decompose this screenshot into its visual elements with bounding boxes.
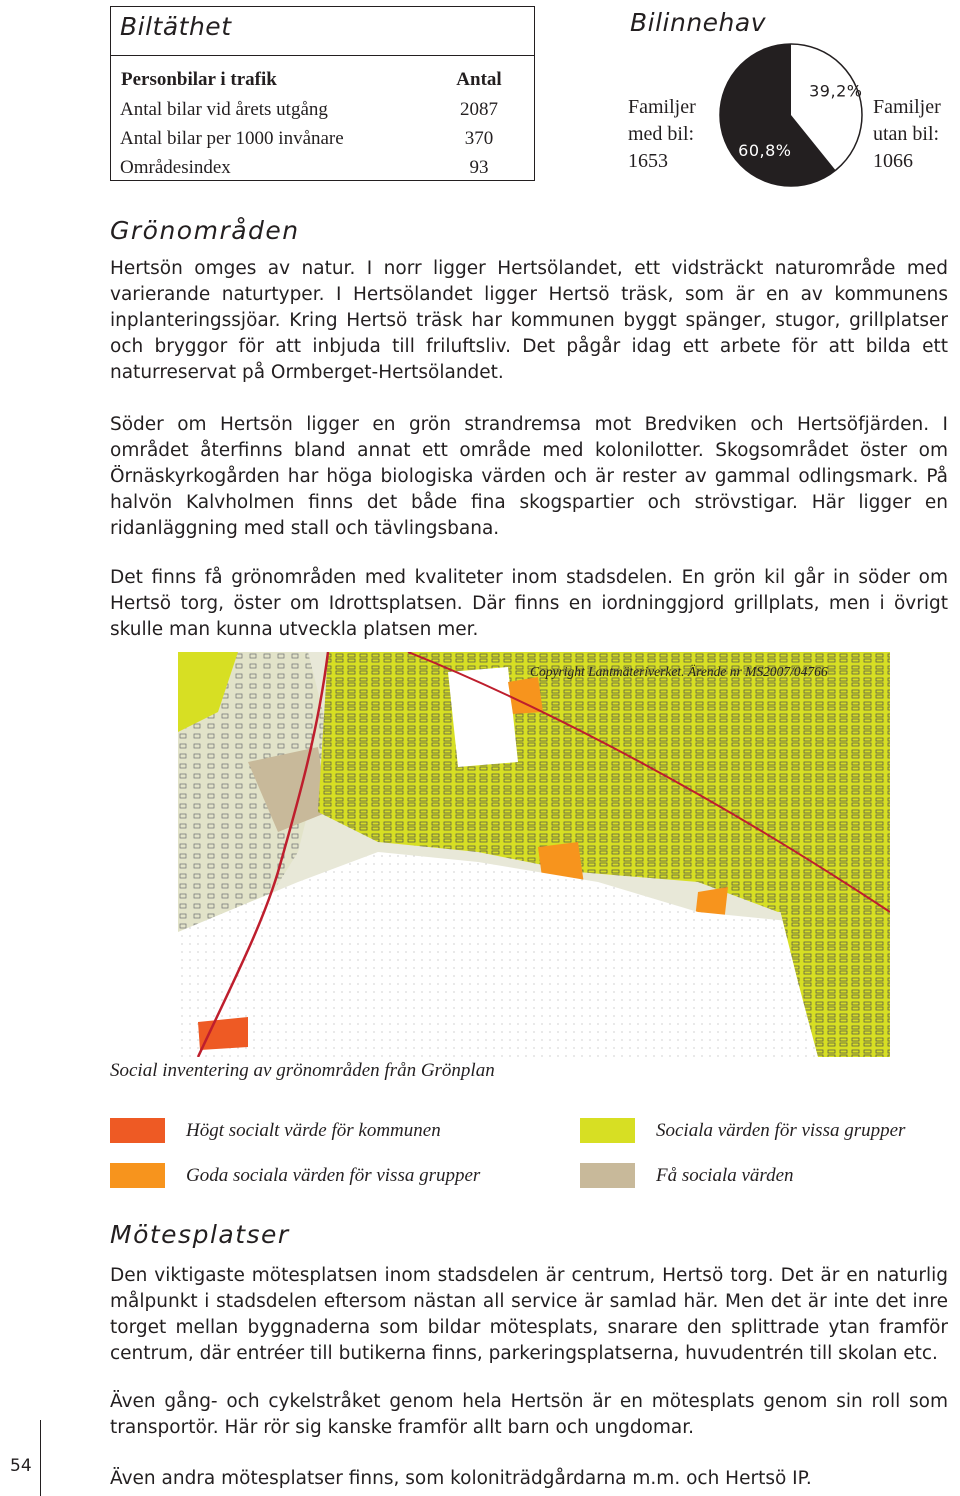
row-label: Områdesindex	[120, 156, 231, 178]
map-good-value-area	[508, 677, 543, 714]
map-high-value-area	[198, 1017, 248, 1050]
row-value: 370	[464, 127, 494, 149]
table-row	[120, 124, 525, 153]
biltathet-box	[110, 6, 535, 181]
row-value: 2087	[460, 98, 498, 120]
page-number: 54	[10, 1456, 32, 1476]
biltathet-title: Biltäthet	[111, 7, 534, 56]
label-line: Familjer	[628, 96, 696, 118]
motesplatser-paragraph-1: Den viktigaste mötesplatsen inom stadsdelen är centrum, Hertsö torg. Det är en naturlig målpunkt i stadsdelen eftersom nästan all service är samlad här. Men det är inte det inre torget mellan byggnaderna som bildar mötesplats, snarare den splittrade ytan framför centrum, där entréer till butikerna finns, parkeringsplatserna, huvudentrén till skolan etc.	[110, 1265, 948, 1364]
legend-swatch-good-value	[110, 1163, 165, 1188]
label-line: med bil:	[628, 123, 695, 145]
green-areas-map	[178, 652, 890, 1057]
legend-label-high-value: Högt socialt värde för kommunen	[186, 1120, 441, 1141]
gronomraden-paragraph-3: Det finns få grönområden med kvaliteter inom stadsdelen. En grön kil går in söder om Hertsö torg, öster om Idrottsplatsen. Där finns en iordninggjord grillplats, men i övrigt skulle man kunna utveckla platsen mer.	[110, 567, 948, 640]
motesplatser-paragraph-3: Även andra mötesplatser finns, som koloniträdgårdarna m.m. och Hertsö IP.	[110, 1468, 812, 1489]
row-label: Antal bilar per 1000 invånare	[120, 127, 344, 149]
row-value: 93	[469, 156, 489, 178]
column-header-value: Antal	[456, 69, 502, 90]
bilinnehav-pie-chart	[718, 42, 864, 188]
label-line: utan bil:	[873, 123, 940, 145]
biltathet-table	[120, 65, 525, 182]
legend-swatch-low-value	[580, 1163, 635, 1188]
page-number-tab	[0, 1420, 41, 1496]
gronomraden-paragraph-2: Söder om Hertsön ligger en grön strandremsa mot Bredviken och Hertsöfjärden. I området återfinns bland annat ett område med kolonilotter. Skogsområdet öster om Örnäskyrkogården har höga biologiska värden och är rester av gammal odlingsmark. På halvön Kalvholmen finns det både fina skogspartier och strövstigar. Här ligger en ridanläggning med stall och tävlingsbana.	[110, 414, 948, 539]
motesplatser-heading: Mötesplatser	[110, 1220, 290, 1249]
familjer-utan-bil-label	[873, 94, 941, 175]
bilinnehav-title: Bilinnehav	[630, 8, 767, 37]
legend-label-low-value: Få sociala värden	[656, 1165, 794, 1186]
familjer-med-bil-label	[628, 94, 696, 175]
label-line: 1066	[873, 150, 913, 172]
row-label: Antal bilar vid årets utgång	[120, 98, 328, 120]
motesplatser-paragraph-2: Även gång- och cykelstråket genom hela Hertsön är en mötesplats genom sin roll som transportör. Här rör sig kanske framför allt barn och ungdomar.	[110, 1391, 948, 1438]
table-header-row	[120, 65, 525, 95]
pie-label-with-car: 60,8%	[738, 140, 792, 160]
map-graphic	[178, 652, 890, 1057]
gronomraden-heading: Grönområden	[110, 216, 300, 245]
label-line: 1653	[628, 150, 668, 172]
map-caption: Social inventering av grönområden från Grönplan	[110, 1060, 495, 1081]
legend-swatch-group-values	[580, 1118, 635, 1143]
label-line: Familjer	[873, 96, 941, 118]
legend-swatch-high-value	[110, 1118, 165, 1143]
legend-label-group-values: Sociala värden för vissa grupper	[656, 1120, 906, 1141]
pie-label-without-car: 39,2%	[809, 81, 863, 101]
legend-label-good-value: Goda sociala värden för vissa grupper	[186, 1165, 481, 1186]
column-header-label: Personbilar i trafik	[121, 69, 277, 90]
table-row	[120, 153, 525, 182]
table-row	[120, 95, 525, 124]
map-copyright: Copyright Lantmäteriverket. Ärende nr MS2007/04766	[530, 664, 828, 679]
gronomraden-paragraph-1: Hertsön omges av natur. I norr ligger Hertsölandet, ett vidsträckt naturområde med varierande naturtyper. I Hertsölandet ligger Hertsö träsk, som är en av kommunens inplanteringssjöar. Kring Hertsö träsk har kommunen byggt spänger, stugor, grillplatser och bryggor för att inbjuda till friluftsliv. Det pågår idag ett arbete för att bilda ett naturreservat på Ormberget-Hertsölandet.	[110, 258, 948, 383]
map-centre-area	[448, 667, 518, 767]
